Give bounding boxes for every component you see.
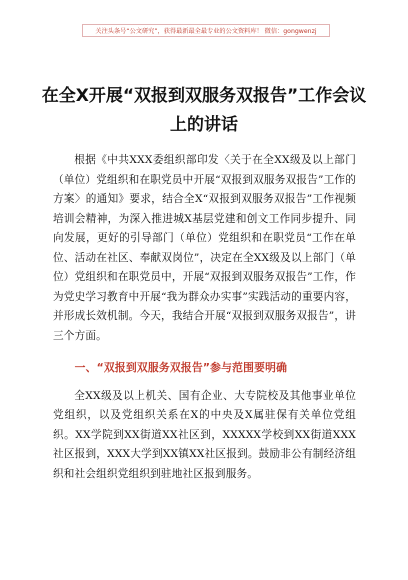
document-title	[30, 82, 378, 140]
promo-banner	[82, 24, 330, 37]
document-title-line-1: 在全X开展“双报到双服务双报告”工作会议	[41, 86, 367, 106]
body-paragraph-1: 根据《中共XXX委组织部印发〈关于在全XX级及以上部门（单位）党组织和在职党员中开展“双报到双服务双报告”工作的方案〉的通知》要求，结合全X“双报到双服务双报告”工作视频培训会精神，为深入推进城X基层党建和创文工作同步提升、同向发展，更好的引导部门（单位）党组织和在职党员“工作在单位、活动在社区、奉献双岗位”，决定在全XX级及以上部门（单位）党组织和在职党员中，开展“双报到双服务双报告”工作，作为党史学习教育中开展“我为群众办实事”实践活动的重要内容，并形成长效机制。今天，我结合开展“双报到双服务双报告”，讲三个方面。	[53, 154, 356, 342]
promo-banner-text: 关注头条号“公文研究”，获得最新最全最专业的公文资料库！ 微信：gongwenzj	[95, 28, 317, 35]
section-heading-1: 一、“双报到双服务双报告”参与范围要明确	[74, 361, 288, 374]
body-paragraph-2: 全XX级及以上机关、国有企业、大专院校及其他事业单位党组织，以及党组织关系在X的中央及X属驻保有关单位党组织。XX学院到XX街道XX社区到，XXXXX学校到XX街道XXX社区报到，XXX大学到XX镇XX社区报到。鼓励非公有制经济组织和社会组织党组织到驻地社区报到服务。	[53, 389, 356, 480]
document-title-line-2: 上的讲话	[170, 115, 238, 135]
document-body	[53, 151, 356, 484]
